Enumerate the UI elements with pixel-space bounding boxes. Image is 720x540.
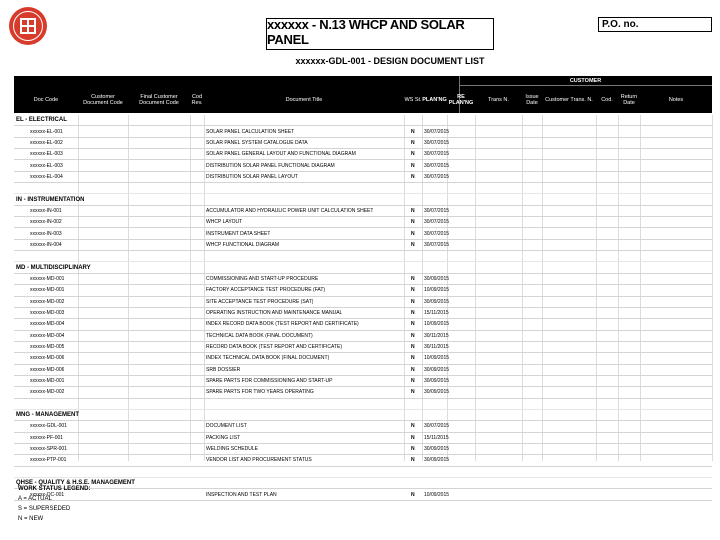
planned-date-cell: 30/11/2015	[424, 344, 449, 351]
table-row[interactable]	[14, 376, 712, 387]
doc-title-cell: WELDING SCHEDULE	[206, 446, 258, 453]
work-status-cell: N	[411, 321, 415, 328]
col-planning: PLAN'NG	[422, 96, 447, 103]
table-row[interactable]	[14, 308, 712, 319]
doc-title-cell: SOLAR PANEL GENERAL LAYOUT AND FUNCTIONAL DIAGRAM	[206, 151, 356, 158]
doc-code-cell: xxxxxx-MD-006	[30, 355, 65, 362]
table-row[interactable]	[14, 342, 712, 353]
planned-date-cell: 15/11/2015	[424, 310, 449, 317]
work-status-cell: N	[411, 173, 415, 180]
doc-code-cell: xxxxxx-MD-002	[30, 389, 65, 396]
doc-code-cell: xxxxxx-MD-004	[30, 332, 65, 339]
doc-title-cell: OPERATING INSTRUCTION AND MAINTENANCE MANUAL	[206, 310, 343, 317]
doc-title-cell: VENDOR LIST AND PROCUREMENT STATUS	[206, 457, 312, 464]
work-status-cell: N	[411, 162, 415, 169]
table-row[interactable]	[14, 319, 712, 330]
table-row[interactable]	[14, 331, 712, 342]
spacer-row	[14, 251, 712, 262]
doc-title-cell: TECHNICAL DATA BOOK (FINAL DOCUMENT)	[206, 332, 313, 339]
col-customer-trans: Customer Trans. N.	[545, 96, 593, 103]
table-row[interactable]	[14, 217, 712, 228]
spacer-row	[14, 467, 712, 478]
doc-code-cell: xxxxxx-IN-001	[30, 207, 62, 214]
doc-code-cell: xxxxxx-MD-003	[30, 310, 65, 317]
col-re-planning: RE PLAN'NG	[448, 93, 474, 106]
doc-code-cell: xxxxxx-MD-006	[30, 366, 65, 373]
doc-code-cell: xxxxxx-IN-004	[30, 241, 62, 248]
work-status-cell: N	[411, 457, 415, 464]
work-status-cell: N	[411, 389, 415, 396]
work-status-cell: N	[411, 219, 415, 226]
planned-date-cell: 30/09/2015	[424, 446, 450, 453]
section-label: EL - ELECTRICAL	[16, 117, 67, 124]
planned-date-cell: 30/09/2015	[424, 457, 450, 464]
planned-date-cell: 30/11/2015	[424, 332, 449, 339]
doc-title-cell: ACCUMULATOR AND HYDRAULIC POWER UNIT CALCULATION SHEET	[206, 207, 374, 214]
section-label: MNG - MANAGEMENT	[16, 412, 79, 419]
document-table-body	[14, 115, 712, 501]
table-row[interactable]	[14, 172, 712, 183]
doc-title-cell: FACTORY ACCEPTANCE TEST PROCEDURE (FAT)	[206, 287, 326, 294]
doc-title-cell: INSPECTION AND TEST PLAN	[206, 491, 277, 498]
planned-date-cell: 30/07/2015	[424, 219, 450, 226]
doc-code-cell: xxxxxx-PTP-001	[30, 457, 67, 464]
doc-code-cell: xxxxxx-MD-001	[30, 378, 65, 385]
col-customer-doc-code: Customer Document Code	[83, 93, 123, 106]
doc-title-cell: DISTRIBUTION SOLAR PANEL FUNCTIONAL DIAGRAM	[206, 162, 335, 169]
doc-code-cell: xxxxxx-QC-001	[30, 491, 65, 498]
col-cod-rev: Cod Rev.	[191, 93, 203, 106]
col-work-status: WS St.	[404, 96, 422, 103]
legend-title: WORK STATUS LEGEND:	[18, 486, 91, 492]
col-cod: Cod.	[601, 96, 613, 103]
doc-title-cell: SOLAR PANEL SYSTEM CATALOGUE DATA	[206, 139, 308, 146]
work-status-cell: N	[411, 434, 415, 441]
col-doc-code: Doc Code	[33, 96, 59, 103]
section-row	[14, 194, 712, 205]
planned-date-cell: 30/09/2015	[424, 366, 450, 373]
planned-date-cell: 30/07/2015	[424, 162, 450, 169]
work-status-cell: N	[411, 378, 415, 385]
work-status-cell: N	[411, 298, 415, 305]
doc-title-cell: INDEX RECORD DATA BOOK (TEST REPORT AND CERTIFICATE)	[206, 321, 359, 328]
doc-code-cell: xxxxxx-EL-002	[30, 139, 63, 146]
doc-title-cell: PACKING LIST	[206, 434, 241, 441]
doc-title-cell: SITE ACCEPTANCE TEST PROCEDURE (SAT)	[206, 298, 314, 305]
doc-code-cell: xxxxxx-GDL-001	[30, 423, 67, 430]
legend-item: S = SUPERSEDED	[18, 506, 71, 512]
table-row[interactable]	[14, 489, 712, 500]
planned-date-cell: 30/09/2015	[424, 298, 450, 305]
table-row[interactable]	[14, 126, 712, 137]
spacer-row	[14, 399, 712, 410]
section-label: QHSE - QUALITY & H.S.E. MANAGEMENT	[16, 480, 135, 487]
work-status-cell: N	[411, 355, 415, 362]
work-status-cell: N	[411, 139, 415, 146]
document-title: xxxxxx - N.13 WHCP AND SOLAR PANEL	[266, 18, 494, 50]
col-notes: Notes	[668, 96, 684, 103]
work-status-cell: N	[411, 332, 415, 339]
doc-title-cell: DISTRIBUTION SOLAR PANEL LAYOUT	[206, 173, 298, 180]
customer-group-header: CUSTOMER	[569, 77, 602, 84]
col-document-title: Document Title	[285, 96, 323, 103]
work-status-cell: N	[411, 275, 415, 282]
section-row	[14, 410, 712, 421]
table-row[interactable]	[14, 160, 712, 171]
table-row[interactable]	[14, 444, 712, 455]
doc-code-cell: xxxxxx-MD-001	[30, 287, 65, 294]
planned-date-cell: 10/09/2015	[424, 321, 450, 328]
section-label: IN - INSTRUMENTATION	[16, 196, 85, 203]
section-row	[14, 478, 712, 489]
doc-title-cell: SPARE PARTS FOR TWO YEARS OPERATING	[206, 389, 314, 396]
doc-title-cell: INSTRUMENT DATA SHEET	[206, 230, 271, 237]
work-status-cell: N	[411, 344, 415, 351]
planned-date-cell: 10/09/2015	[424, 287, 450, 294]
section-label: MD - MULTIDISCIPLINARY	[16, 264, 91, 271]
table-row[interactable]	[14, 138, 712, 149]
planned-date-cell: 30/07/2015	[424, 230, 450, 237]
doc-code-cell: xxxxxx-MD-001	[30, 275, 65, 282]
doc-title-cell: RECORD DATA BOOK (TEST REPORT AND CERTIFICATE)	[206, 344, 343, 351]
planned-date-cell: 30/07/2015	[424, 241, 450, 248]
doc-title-cell: DOCUMENT LIST	[206, 423, 247, 430]
work-status-cell: N	[411, 310, 415, 317]
planned-date-cell: 10/09/2015	[424, 491, 450, 498]
doc-code-cell: xxxxxx-EL-004	[30, 173, 63, 180]
col-final-customer-doc-code: Final Customer Document Code	[139, 93, 179, 106]
doc-code-cell: xxxxxx-EL-001	[30, 128, 63, 135]
spacer-row	[14, 183, 712, 194]
table-row[interactable]	[14, 240, 712, 251]
legend-item: N = NEW	[18, 516, 44, 522]
doc-title-cell: SRB DOSSIER	[206, 366, 241, 373]
po-number-field[interactable]: P.O. no.	[598, 17, 712, 32]
section-row	[14, 115, 712, 126]
work-status-cell: N	[411, 287, 415, 294]
doc-title-cell: SPARE PARTS FOR COMMISSIONING AND START-UP	[206, 378, 333, 385]
planned-date-cell: 30/07/2015	[424, 423, 450, 430]
table-row[interactable]	[14, 285, 712, 296]
work-status-cell: N	[411, 241, 415, 248]
col-trans-no: Trans N.	[488, 96, 509, 103]
doc-code-cell: xxxxxx-IN-003	[30, 230, 62, 237]
planned-date-cell: 30/09/2015	[424, 378, 450, 385]
planned-date-cell: 30/07/2015	[424, 139, 450, 146]
table-row[interactable]	[14, 433, 712, 444]
table-row[interactable]	[14, 365, 712, 376]
planned-date-cell: 30/07/2015	[424, 128, 450, 135]
doc-code-cell: xxxxxx-PF-001	[30, 434, 64, 441]
work-status-cell: N	[411, 128, 415, 135]
work-status-cell: N	[411, 423, 415, 430]
doc-code-cell: xxxxxx-MD-005	[30, 344, 65, 351]
table-header	[14, 76, 712, 113]
work-status-cell: N	[411, 230, 415, 237]
section-row	[14, 262, 712, 273]
doc-title-cell: SOLAR PANEL CALCULATION SHEET	[206, 128, 295, 135]
planned-date-cell: 30/07/2015	[424, 207, 450, 214]
planned-date-cell: 30/09/2015	[424, 389, 450, 396]
planned-date-cell: 30/07/2015	[424, 151, 450, 158]
table-row[interactable]	[14, 297, 712, 308]
planned-date-cell: 30/09/2015	[424, 275, 450, 282]
col-return-date: Return Date	[620, 93, 638, 106]
work-status-cell: N	[411, 207, 415, 214]
planned-date-cell: 30/07/2015	[424, 173, 450, 180]
document-subtitle: xxxxxx-GDL-001 - DESIGN DOCUMENT LIST	[295, 56, 485, 66]
work-status-cell: N	[411, 491, 415, 498]
table-row[interactable]	[14, 274, 712, 285]
work-status-cell: N	[411, 366, 415, 373]
work-status-cell: N	[411, 151, 415, 158]
doc-title-cell: WHCP FUNCTIONAL DIAGRAM	[206, 241, 280, 248]
doc-title-cell: WHCP LAYOUT	[206, 219, 243, 226]
doc-code-cell: xxxxxx-SPR-001	[30, 446, 67, 453]
company-logo	[8, 6, 48, 46]
table-row[interactable]	[14, 387, 712, 398]
col-issue-date: Issue Date	[525, 93, 539, 106]
table-row[interactable]	[14, 455, 712, 466]
table-row[interactable]	[14, 353, 712, 364]
doc-code-cell: xxxxxx-MD-004	[30, 321, 65, 328]
legend-item: A = ACTUAL	[18, 496, 52, 502]
table-row[interactable]	[14, 421, 712, 432]
planned-date-cell: 15/11/2015	[424, 434, 449, 441]
doc-code-cell: xxxxxx-EL-003	[30, 151, 63, 158]
table-row[interactable]	[14, 228, 712, 239]
doc-code-cell: xxxxxx-EL-003	[30, 162, 63, 169]
table-row[interactable]	[14, 206, 712, 217]
doc-title-cell: COMMISSIONING AND START-UP PROCEDURE	[206, 275, 319, 282]
table-row[interactable]	[14, 149, 712, 160]
work-status-cell: N	[411, 446, 415, 453]
planned-date-cell: 10/09/2015	[424, 355, 450, 362]
work-status-legend	[18, 484, 90, 524]
doc-title-cell: INDEX TECHNICAL DATA BOOK (FINAL DOCUMENT)	[206, 355, 330, 362]
doc-code-cell: xxxxxx-IN-002	[30, 219, 62, 226]
doc-code-cell: xxxxxx-MD-002	[30, 298, 65, 305]
